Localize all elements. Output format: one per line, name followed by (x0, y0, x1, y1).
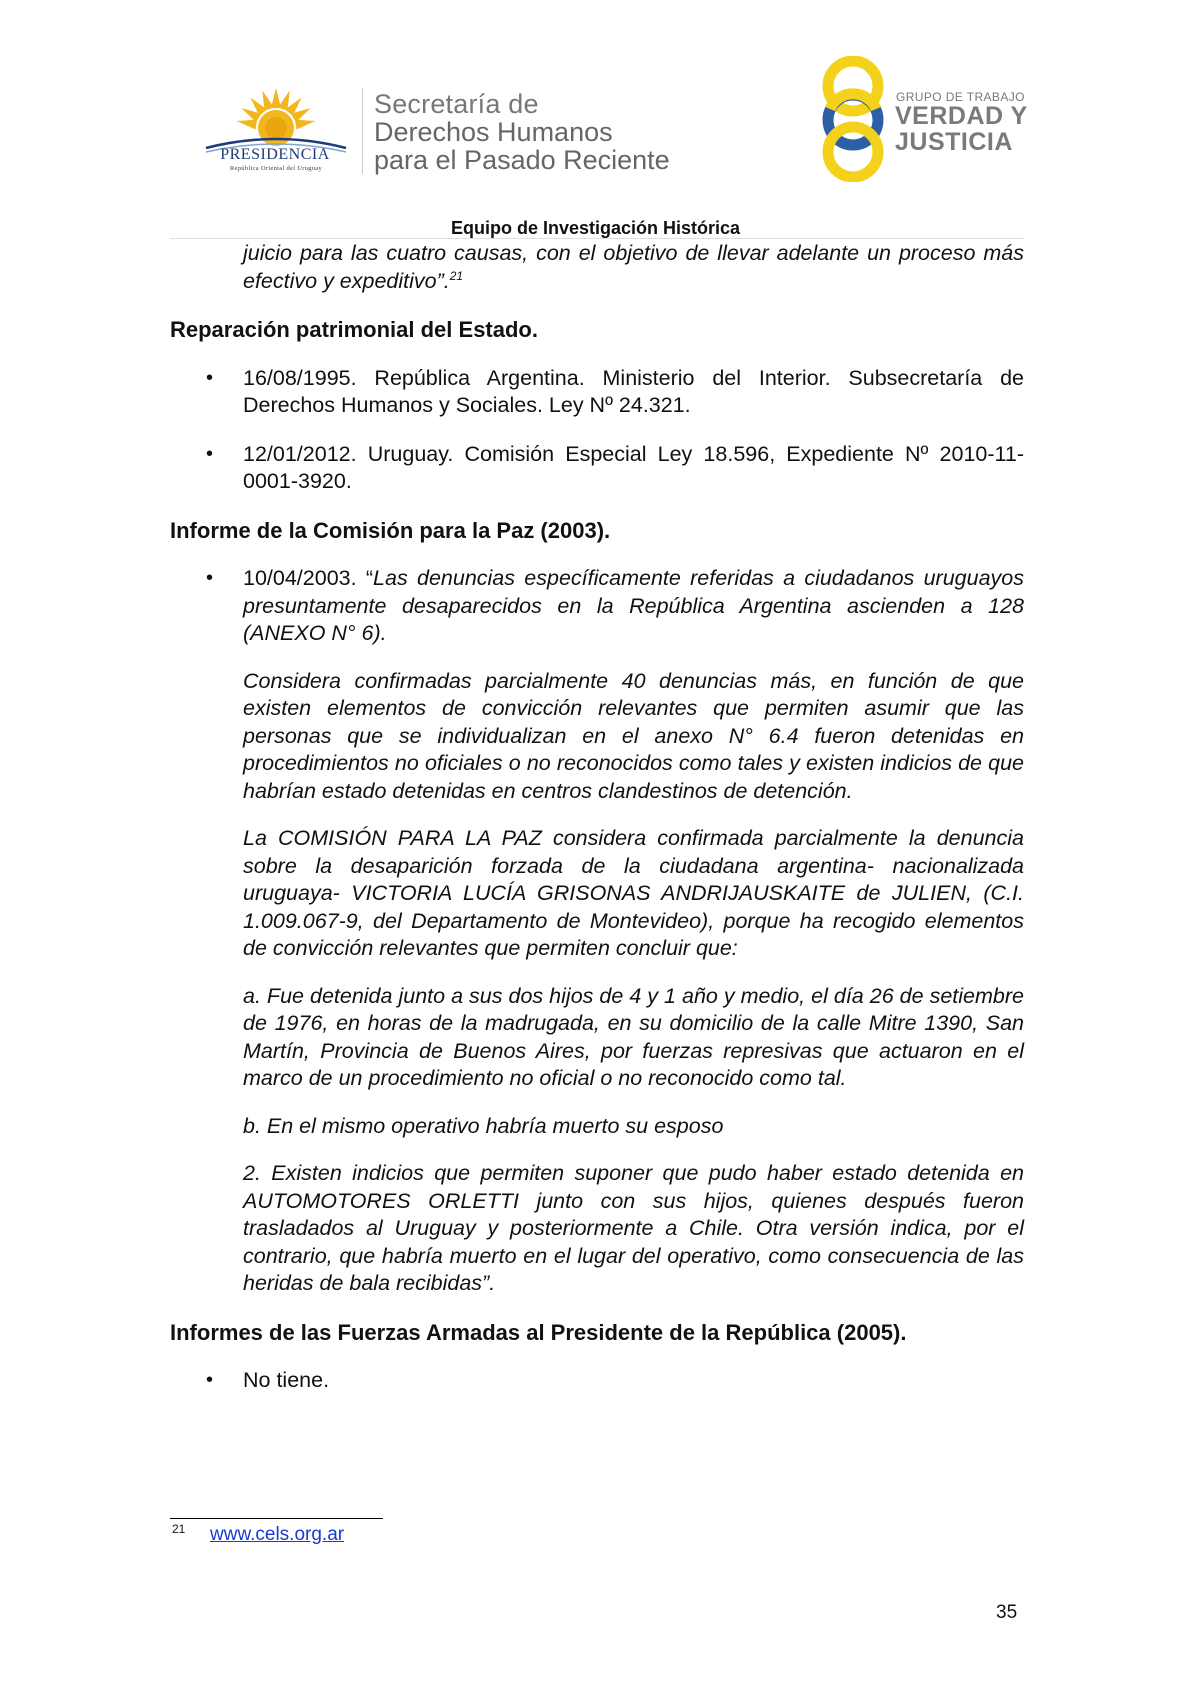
list-item (206, 365, 1024, 420)
verdad-justicia-title (895, 103, 1028, 155)
quote-paragraph: a. Fue detenida junto a sus dos hijos de 4 y 1 año y medio, el día 26 de setiembre de 1976, en horas de la madrugada, en su domicilio de la calle Mitre 1390, San Martín, Provincia de Buenos Aires, por fuerzas represivas que actuaron en el marco de un procedimiento no oficial o no reconocido como tal. (243, 983, 1024, 1090)
secretaria-title (374, 90, 670, 174)
list-item-text: 12/01/2012. Uruguay. Comisión Especial Ley 18.596, Expediente Nº 2010-11-0001-3920. (243, 441, 1024, 493)
list-item (206, 1367, 1024, 1395)
intro-quote (243, 240, 1024, 295)
quote-paragraph: 2. Existen indicios que permiten suponer que pudo haber estado detenida en AUTOMOTORES ORLETTI junto con sus hijos, quienes después fueron trasladados al Uruguay y posteriormente a Chile. Otra versión indica, por el contrario, que habría muerto en el lugar del operativo, como consecuencia de las heridas de bala recibidas”. (243, 1161, 1024, 1295)
intro-quote-text: juicio para las cuatro causas, con el objetivo de llevar adelante un proceso más efectivo y expeditivo”. (243, 241, 1024, 293)
quote-paragraph: b. En el mismo operativo habría muerto su esposo (243, 1113, 724, 1138)
team-title: Equipo de Investigación Histórica (450, 218, 741, 238)
page-number: 35 (996, 1602, 1018, 1623)
linked-rings-icon (818, 56, 888, 182)
footnote-ref: 21 (449, 268, 464, 283)
list-item-text: 16/08/1995. República Argentina. Ministerio del Interior. Subsecretaría de Derechos Humanos y Sociales. Ley Nº 24.321. (243, 365, 1024, 417)
section-title-comision: Informe de la Comisión para la Paz (2003). (170, 517, 611, 543)
presidencia-name: PRESIDENCIA (220, 146, 330, 163)
list-item-quote: Las denuncias específicamente referidas a ciudadanos uruguayos presuntamente desaparecidos en la República Argentina ascienden a 128 (ANEXO N° 6). (243, 566, 1024, 645)
secretaria-line2: Derechos Humanos (374, 117, 613, 147)
bullet-icon: • (206, 366, 214, 389)
quote-paragraph: La COMISIÓN PARA LA PAZ considera confirmada parcialmente la denuncia sobre la desaparición forzada de la ciudadana argentina- nacionalizada uruguaya- VICTORIA LUCÍA GRISONAS ANDRIJAUSKAITE de JULIEN, (C.I. 1.009.067-9, del Departamento de Montevideo), porque ha recogido elementos de convicción relevantes que permiten concluir que: (243, 826, 1024, 960)
secretaria-line3: para el Pasado Reciente (374, 145, 670, 175)
justicia-line: JUSTICIA (895, 128, 1013, 156)
footnote-rule (170, 1518, 383, 1519)
secretaria-line1: Secretaría de (374, 89, 539, 119)
bullet-icon: • (206, 567, 214, 589)
document-body (170, 240, 1024, 1395)
footnote-link[interactable]: www.cels.org.ar (210, 1524, 345, 1545)
bullet-icon: • (206, 1369, 214, 1391)
page-header (0, 0, 1191, 240)
verdad-line: VERDAD Y (895, 102, 1028, 130)
quote-paragraph: Considera confirmadas parcialmente 40 denuncias más, en función de que existen elementos de convicción relevantes que permiten asumir que las personas que se individualizan en el anexo N° 6.4 fueron detenidas en procedimientos no oficiales o no reconocidos como tales y existen indicios de que habrían estado detenidas en centros clandestinos de detención. (243, 668, 1024, 803)
list-item (206, 565, 1024, 648)
header-divider (362, 88, 363, 174)
section-title-fuerzas-armadas: Informes de las Fuerzas Armadas al Presidente de la República (2005). (170, 1319, 907, 1345)
header-rule (170, 238, 1024, 239)
bullet-icon: • (206, 442, 214, 465)
presidencia-subtitle: República Oriental del Uruguay (229, 165, 323, 172)
list-item (206, 441, 1024, 496)
list-item-date: 10/04/2003. “ (243, 566, 374, 590)
list-item-text: No tiene. (243, 1368, 330, 1392)
footnote-number: 21 (172, 1522, 186, 1536)
grupo-de-trabajo-label: GRUPO DE TRABAJO (896, 90, 1025, 104)
section-title-reparacion: Reparación patrimonial del Estado. (170, 317, 538, 342)
